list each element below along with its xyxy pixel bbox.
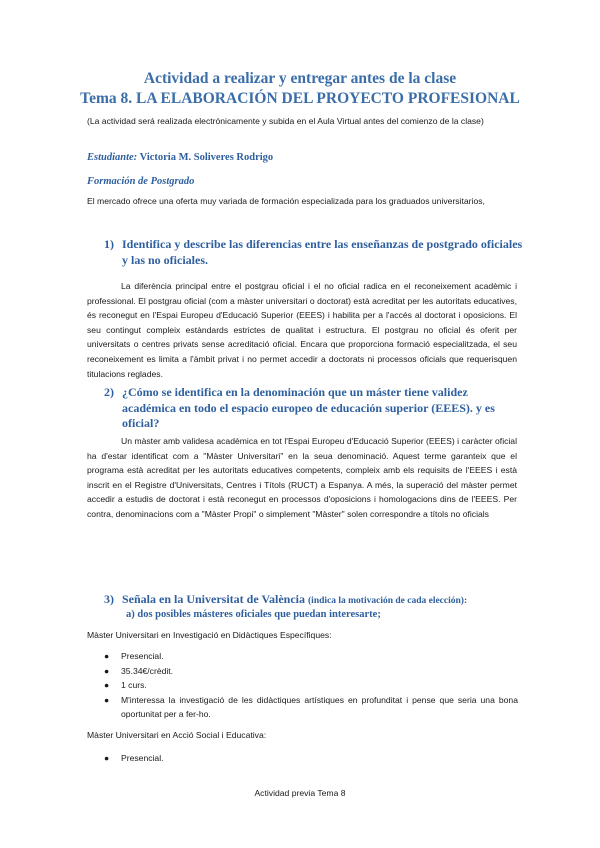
question-2-number: 2)	[104, 385, 114, 399]
student-name: Victoria M. Soliveres Rodrigo	[139, 152, 274, 163]
list-item: ● Presencial.	[104, 649, 518, 664]
section-title: Formación de Postgrado	[87, 176, 195, 187]
question-1-number: 1)	[104, 237, 114, 251]
master-1-list	[104, 649, 518, 722]
master-2-title: Màster Universitari en Acció Social i Educativa:	[87, 730, 267, 740]
page-footer: Actividad previa Tema 8	[254, 788, 346, 798]
question-3	[104, 592, 524, 610]
question-2	[104, 385, 524, 432]
bullet-icon: ●	[104, 694, 110, 705]
bullet-icon: ●	[104, 665, 110, 676]
question-3-line	[104, 592, 524, 610]
question-3-text: Señala en la Universitat de València	[122, 592, 306, 606]
title-line-2: Tema 8. LA ELABORACIÓN DEL PROYECTO PROFESIONAL	[80, 90, 520, 107]
bullet-icon: ●	[104, 651, 110, 661]
answer-2: Un màster amb validesa acadèmica en tot l'Espai Europeu d'Educació Superior (EEES) i caràcter oficial ha d'estar identificat com a "Màster Universitari" en la seua denominació. Aquest terme garanteix que el programa està acreditat per les autoritats educatives competents, compleix amb els requisits de l'EEES i està inscrit en el Registre d'Universitats, Centres i Títols (RUCT) a Espanya. A més, la superació del màster permet accedir a estudis de doctorat i està reconegut en processos d'oposicions i homologacions dins de l'EEES. Per contra, denominacions com a "Màster Propi" o simplement "Màster" solen correspondre a títols no oficials	[87, 436, 517, 519]
list-item: ● 1 curs.	[104, 678, 518, 693]
master-1-title: Màster Universitari en Investigació en Didàctiques Específiques:	[87, 630, 332, 640]
instruction-note: (La actividad será realizada electrónicamente y subida en el Aula Virtual antes del comienzo de la clase)	[87, 116, 484, 126]
title-line-1: Actividad a realizar y entregar antes de la clase	[143, 70, 457, 87]
student-label: Estudiante:	[87, 152, 138, 163]
question-3-number: 3)	[104, 592, 114, 606]
question-2-text: ¿Cómo se identifica en la denominación que un máster tiene validez académica en todo el espacio europeo de educación superior (EEES). y es oficial?	[122, 385, 495, 430]
bullet-icon: ●	[104, 680, 110, 691]
student-line	[87, 152, 273, 163]
list-item: ● 35.34€/crèdit.	[104, 664, 518, 679]
question-1-text: Identifica y describe las diferencias entre las enseñanzas de postgrado oficiales y las no oficiales.	[122, 237, 523, 267]
question-1	[104, 237, 524, 268]
master-2-list	[104, 751, 518, 766]
question-3-hint: (indica la motivación de cada elección):	[308, 596, 468, 606]
answer-1: La diferència principal entre el postgrau oficial i el no oficial radica en el reconeixement acadèmic i professional. El postgrau oficial (com a màster universitari o doctorat) està acreditat per les autoritats educatives, és reconegut en l'Espai Europeu d'Educació Superior (EEES) i habilita per a l'accés al doctorat i oposicions. El seu contingut compleix estàndards estrictes de qualitat i estructura. El postgrau no oficial és oferit per universitats o centres privats sense acreditació oficial. Encara que proporciona formació especialitzada, el seu reconeixement es limita a l'àmbit privat i no permet accedir a doctorats ni processos oficials que requerisquen titulacions reglades.	[87, 281, 517, 379]
list-item: ● Presencial.	[104, 751, 518, 766]
bullet-icon: ●	[104, 753, 110, 763]
list-item: ● M'interessa la investigació de les didàctiques artístiques en profunditat i pense que seria una bona oportunitat per a fer-ho.	[104, 694, 518, 720]
intro-paragraph: El mercado ofrece una oferta muy variada de formación especializada para los graduados universitarios,	[87, 196, 485, 206]
question-3a: a) dos posibles másteres oficiales que puedan interesarte;	[126, 609, 381, 620]
